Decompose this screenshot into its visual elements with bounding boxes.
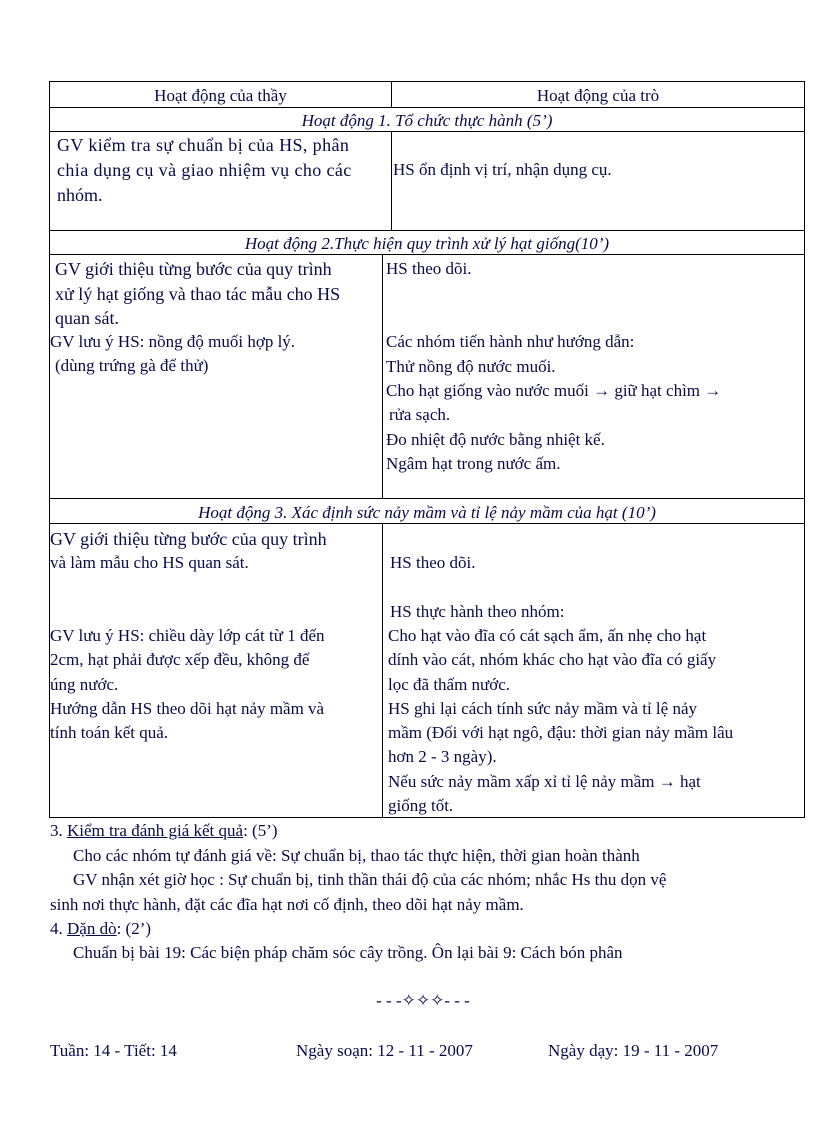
table-rule <box>49 230 805 231</box>
section2-student-line: Thử nồng độ nước muối. <box>386 357 556 376</box>
section1-student-line: HS ổn định vị trí, nhận dụng cụ. <box>393 160 612 179</box>
part3-line: GV nhận xét giờ học : Sự chuẩn bị, tinh thần thái độ của các nhóm; nhắc Hs thu dọn vệ <box>73 870 667 889</box>
section2-teacher-line: GV lưu ý HS: nồng độ muối hợp lý. <box>50 332 296 351</box>
part4-heading-text: Dặn dò <box>67 919 117 938</box>
section2-student-line: Ngâm hạt trong nước ấm. <box>386 454 561 473</box>
section2-teacher-line: xử lý hạt giống và thao tác mẫu cho HS <box>55 284 341 304</box>
part3-heading <box>50 819 278 843</box>
section2-student-line: rửa sạch. <box>389 405 451 424</box>
section3-student-line: hơn 2 - 3 ngày). <box>388 747 497 766</box>
section2-teacher-line: GV giới thiệu từng bước của quy trình <box>55 259 332 279</box>
section3-teacher-line: úng nước. <box>50 675 119 694</box>
column-divider <box>382 523 383 817</box>
section1-title: Hoạt động 1. Tổ chức thực hành (5’) <box>301 111 553 130</box>
section3-teacher-line: Hướng dẫn HS theo dõi hạt nảy mầm và <box>50 699 325 718</box>
part3-heading-text: Kiểm tra đánh giá kết quả <box>67 821 244 840</box>
part4-duration: : (2’) <box>116 919 152 938</box>
section3-student-line: Nếu sức nảy mầm xấp xỉ tỉ lệ nảy mầm → hạt <box>388 772 701 791</box>
section1-teacher-line: chia dụng cụ và giao nhiệm vụ cho các <box>57 160 352 180</box>
section2-student-line: Đo nhiệt độ nước bằng nhiệt kế. <box>386 430 605 449</box>
section3-student-line: mầm (Đối với hạt ngô, đậu: thời gian nảy mầm lâu <box>388 723 734 742</box>
ornament-divider: - - -✧✧✧- - - <box>376 991 470 1010</box>
section3-teacher-line: GV giới thiệu từng bước của quy trình <box>50 529 327 549</box>
section2-student-line: Các nhóm tiến hành như hướng dẫn: <box>386 332 635 351</box>
part3-line: sinh nơi thực hành, đặt các đĩa hạt nơi cố định, theo dõi hạt nảy mầm. <box>50 895 524 914</box>
table-border-top <box>49 81 805 82</box>
column-divider <box>391 131 392 230</box>
section3-student-line: HS ghi lại cách tính sức nảy mầm và tỉ lệ nảy <box>388 699 697 718</box>
part4-number: 4. <box>50 919 63 938</box>
section2-teacher-line: (dùng trứng gà để thử) <box>55 356 209 375</box>
section3-student-line: HS theo dõi. <box>390 553 476 572</box>
part3-line: Cho các nhóm tự đánh giá về: Sự chuẩn bị, thao tác thực hiện, thời gian hoàn thành <box>73 846 640 865</box>
section3-student-line: dính vào cát, nhóm khác cho hạt vào đĩa có giấy <box>388 650 717 669</box>
column-divider <box>382 254 383 498</box>
header-student: Hoạt động của trò <box>536 86 660 105</box>
section3-student-line: giống tốt. <box>388 796 454 815</box>
footer-prepared-date: Ngày soạn: 12 - 11 - 2007 <box>296 1041 473 1060</box>
section3-student-line: lọc đã thấm nước. <box>388 675 511 694</box>
section3-title: Hoạt động 3. Xác định sức nảy mầm và tỉ lệ nảy mầm của hạt (10’) <box>198 503 656 522</box>
section2-student-line: HS theo dõi. <box>386 259 472 278</box>
table-border-right <box>804 81 805 818</box>
section3-teacher-line: 2cm, hạt phải được xếp đều, không để <box>50 650 310 669</box>
section3-student-line: HS thực hành theo nhóm: <box>390 602 565 621</box>
part3-number: 3. <box>50 821 63 840</box>
section3-teacher-line: tính toán kết quả. <box>50 723 169 742</box>
section1-teacher-line: nhóm. <box>57 185 103 205</box>
section3-teacher-line: GV lưu ý HS: chiều dày lớp cát từ 1 đến <box>50 626 325 645</box>
section2-student-line: Cho hạt giống vào nước muối → giữ hạt chìm → <box>386 381 722 400</box>
section2-title: Hoạt động 2.Thực hiện quy trình xử lý hạt giống(10’) <box>244 234 610 253</box>
footer-week: Tuần: 14 - Tiết: 14 <box>50 1041 177 1060</box>
section3-student-line: Cho hạt vào đĩa có cát sạch ẩm, ấn nhẹ cho hạt <box>388 626 707 645</box>
part4-line: Chuẩn bị bài 19: Các biện pháp chăm sóc cây trồng. Ôn lại bài 9: Cách bón phân <box>73 943 623 962</box>
table-rule <box>49 498 805 499</box>
part3-duration: : (5’) <box>243 821 278 840</box>
header-teacher: Hoạt động của thầy <box>154 86 287 105</box>
section2-teacher-line: quan sát. <box>55 308 119 328</box>
part4-heading <box>50 917 151 941</box>
section1-teacher-line: GV kiểm tra sự chuẩn bị của HS, phân <box>57 135 350 155</box>
footer-taught-date: Ngày dạy: 19 - 11 - 2007 <box>548 1041 719 1060</box>
section3-teacher-line: và làm mẫu cho HS quan sát. <box>50 553 249 572</box>
